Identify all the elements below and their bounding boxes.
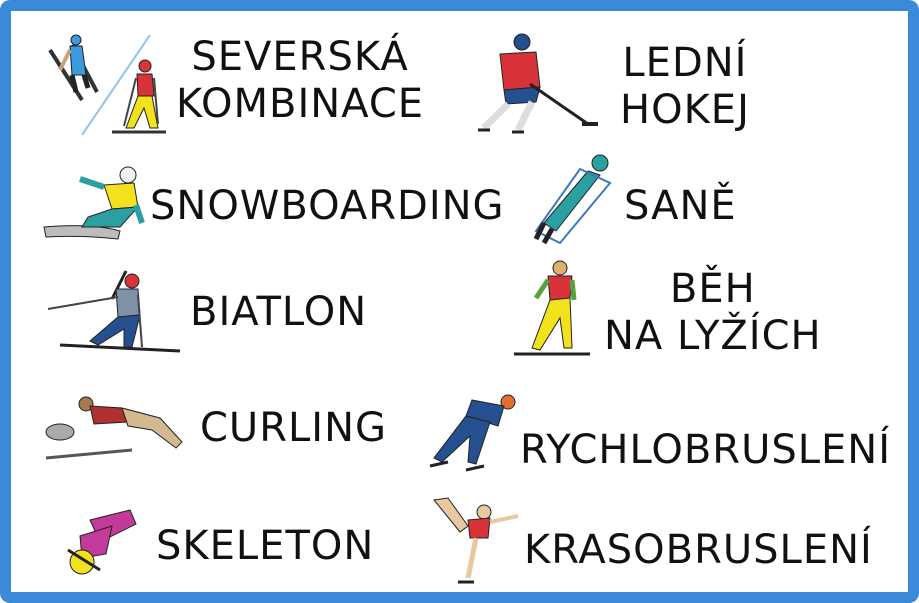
snowboarder-icon [42,165,152,243]
cross-country-line1: BĚH [669,266,756,312]
hockey-player-icon [470,32,600,137]
skeleton-label: SKELETON [156,523,375,569]
curling-label: CURLING [200,405,387,451]
ice-hockey-line2: HOKEJ [620,87,750,134]
cross-country-skier-icon [512,258,594,360]
curler-icon [42,396,192,466]
nordic-combined-label [176,34,424,128]
nordic-combined-line2: KOMBINACE [176,81,425,128]
snowboarding-label: SNOWBOARDING [150,183,505,229]
nordic-combined-line1: SEVERSKÁ [191,34,409,80]
biathlon-label: BIATLON [190,289,368,335]
speed-skating-label: RYCHLOBRUSLENÍ [520,427,892,473]
biathlete-icon [46,263,186,361]
figure-skater-icon [428,496,524,588]
cross-country-label [604,266,822,360]
skeleton-slider-icon [60,506,140,578]
luge-label: SANĚ [624,183,737,229]
cross-country-line2: NA LYŽÍCH [604,313,822,360]
luge-slider-icon [530,153,612,245]
figure-skating-label: KRASOBRUSLENÍ [524,527,873,573]
speed-skater-icon [428,392,520,474]
ski-jumper-and-skier-icon [42,30,172,140]
ice-hockey-line1: LEDNÍ [622,40,748,86]
ice-hockey-label [620,40,750,134]
